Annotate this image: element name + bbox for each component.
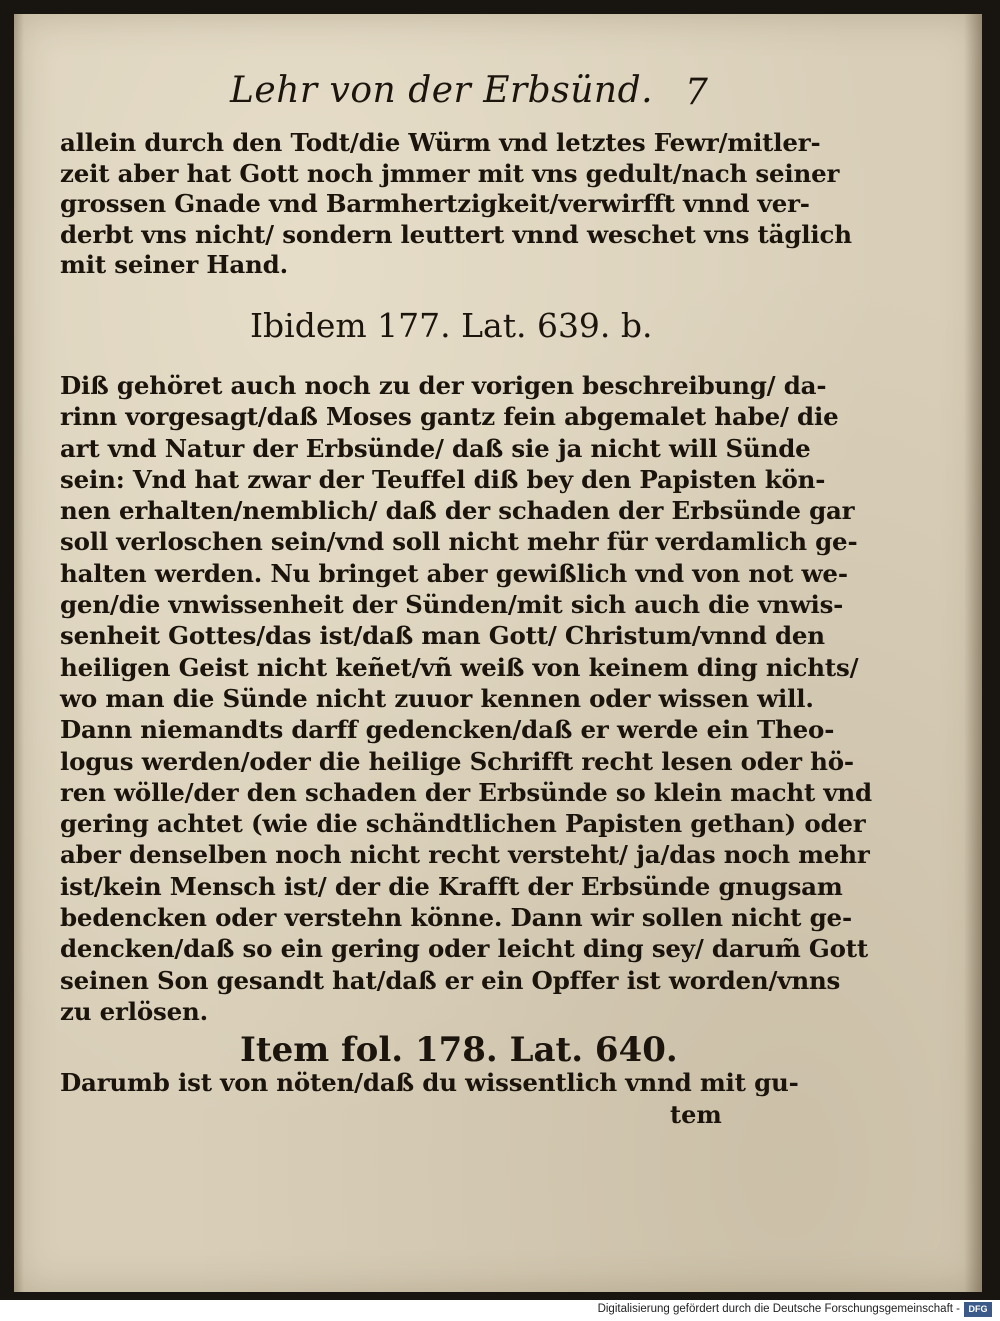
footer-bar	[0, 1300, 1000, 1321]
catchword: tem	[670, 1100, 722, 1129]
text-line: senheit Gottes/das ist/daß man Gott/ Christum/vnnd den	[60, 621, 825, 651]
text-line: soll verloschen sein/vnd soll nicht mehr für verdamlich ge-	[60, 527, 858, 557]
text-line: seinen Son gesandt hat/daß er ein Opffer ist worden/vnns	[60, 965, 841, 995]
text-line: gering achtet (wie die schändtlichen Papisten gethan) oder	[60, 809, 866, 839]
text-line: Darumb ist von nöten/daß du wissentlich vnnd mit gu-	[60, 1068, 799, 1097]
text-line: logus werden/oder die heilige Schrifft recht lesen oder hö-	[60, 746, 854, 776]
paragraph-3	[60, 1068, 799, 1099]
text-line: halten werden. Nu bringet aber gewißlich vnd von not we-	[60, 558, 848, 588]
text-line: aber denselben noch nicht recht versteht/ ja/das noch mehr	[60, 840, 870, 870]
text-line: wo man die Sünde nicht zuuor kennen oder wissen will.	[60, 683, 814, 713]
text-line: zu erlösen.	[60, 996, 208, 1026]
text-line: allein durch den Todt/die Würm vnd letztes Fewr/mitler-	[60, 128, 821, 157]
text-line: sein: Vnd hat zwar der Teuffel diß bey den Papisten kön-	[60, 464, 826, 494]
text-line: Dann niemandts darff gedencken/daß er werde ein Theo-	[60, 715, 835, 745]
page-number: 7	[685, 72, 708, 113]
text-line: ist/kein Mensch ist/ der die Krafft der Erbsünde gnugsam	[60, 871, 843, 901]
section-heading-ibidem: Ibidem 177. Lat. 639. b.	[250, 306, 653, 345]
running-head: Lehr von der Erbsünd.	[230, 70, 654, 111]
text-line: zeit aber hat Gott noch jmmer mit vns gedult/nach seiner	[60, 158, 840, 188]
text-line: Diß gehöret auch noch zu der vorigen beschreibung/ da-	[60, 371, 827, 400]
paragraph-2	[60, 370, 872, 1027]
text-line: bedencken oder verstehn könne. Dann wir sollen nicht ge-	[60, 903, 852, 933]
text-line: gen/die vnwissenheit der Sünden/mit sich auch die vnwis-	[60, 590, 844, 620]
text-line: heiligen Geist nicht keñet/vñ weiß von keinem ding nichts/	[60, 652, 859, 682]
page-right-shadow	[964, 14, 982, 1292]
text-line: art vnd Natur der Erbsünde/ daß sie ja nicht will Sünde	[60, 433, 811, 463]
page-left-shadow	[14, 14, 24, 1292]
funding-credit: Digitalisierung gefördert durch die Deutsche Forschungsgemeinschaft -	[597, 1303, 960, 1315]
dfg-logo: DFG	[964, 1302, 992, 1317]
paragraph-1	[60, 128, 852, 281]
text-line: dencken/daß so ein gering oder leicht ding sey/ darum̃ Gott	[60, 934, 868, 964]
text-line: nen erhalten/nemblich/ daß der schaden der Erbsünde gar	[60, 496, 855, 526]
text-line: derbt vns nicht/ sondern leuttert vnnd weschet vns täglich	[60, 219, 852, 249]
section-heading-item: Item fol. 178. Lat. 640.	[240, 1030, 678, 1070]
text-line: mit seiner Hand.	[60, 250, 288, 280]
text-line: grossen Gnade vnd Barmhertzigkeit/verwirfft vnnd ver-	[60, 189, 810, 219]
text-line: rinn vorgesagt/daß Moses gantz fein abgemalet habe/ die	[60, 402, 839, 432]
text-line: ren wölle/der den schaden der Erbsünde so klein macht vnd	[60, 777, 872, 807]
